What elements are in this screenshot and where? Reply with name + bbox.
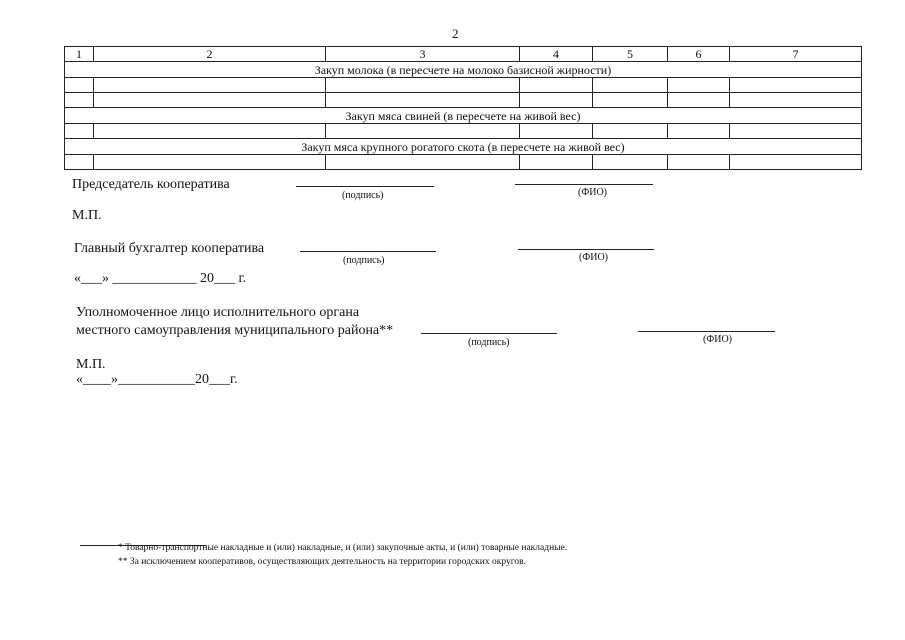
column-header: 4 bbox=[520, 47, 593, 62]
column-header: 6 bbox=[668, 47, 730, 62]
accountant-fio-line bbox=[518, 249, 654, 250]
stamp-label-2: М.П. bbox=[76, 357, 106, 372]
date-line-2: «____»___________20___г. bbox=[76, 372, 238, 387]
chairman-fio-line bbox=[515, 184, 653, 185]
authorized-signature-line bbox=[421, 333, 557, 334]
footnote-1: * Товарно-транспортные накладные и (или) накладные, и (или) закупочные акты, и (или) товарные накладные. bbox=[118, 543, 568, 553]
signature-caption: (подпись) bbox=[343, 255, 385, 266]
signature-caption: (подпись) bbox=[342, 190, 384, 201]
authorized-fio-line bbox=[638, 331, 775, 332]
fio-caption: (ФИО) bbox=[578, 187, 608, 198]
table-row bbox=[65, 124, 862, 139]
column-header: 2 bbox=[94, 47, 326, 62]
column-header: 7 bbox=[730, 47, 862, 62]
chairman-label: Председатель кооператива bbox=[72, 177, 230, 192]
signature-caption: (подпись) bbox=[468, 337, 510, 348]
section-title-pork: Закуп мяса свиней (в пересчете на живой вес) bbox=[65, 108, 862, 124]
fio-caption: (ФИО) bbox=[703, 334, 733, 345]
section-title-milk: Закуп молока (в пересчете на молоко базисной жирности) bbox=[65, 62, 862, 78]
column-header: 5 bbox=[593, 47, 668, 62]
chairman-signature-line bbox=[296, 186, 434, 187]
date-line: «___» ____________ 20___ г. bbox=[74, 271, 247, 286]
footnote-2: ** За исключением кооперативов, осуществляющих деятельность на территории городских округов. bbox=[118, 557, 526, 567]
purchase-table bbox=[64, 46, 862, 170]
table-row bbox=[65, 93, 862, 108]
page-number: 2 bbox=[452, 26, 459, 41]
stamp-label: М.П. bbox=[72, 208, 102, 223]
authorized-label-line2: местного самоуправления муниципального района** bbox=[76, 323, 394, 338]
section-title-cattle: Закуп мяса крупного рогатого скота (в пересчете на живой вес) bbox=[65, 139, 862, 155]
accountant-signature-line bbox=[300, 251, 436, 252]
table-row bbox=[65, 78, 862, 93]
table-row bbox=[65, 155, 862, 170]
authorized-label-line1: Уполномоченное лицо исполнительного органа bbox=[76, 305, 360, 320]
fio-caption: (ФИО) bbox=[579, 252, 609, 263]
column-header: 3 bbox=[326, 47, 520, 62]
column-header: 1 bbox=[65, 47, 94, 62]
accountant-label: Главный бухгалтер кооператива bbox=[74, 241, 265, 256]
table-header-row bbox=[65, 47, 862, 62]
